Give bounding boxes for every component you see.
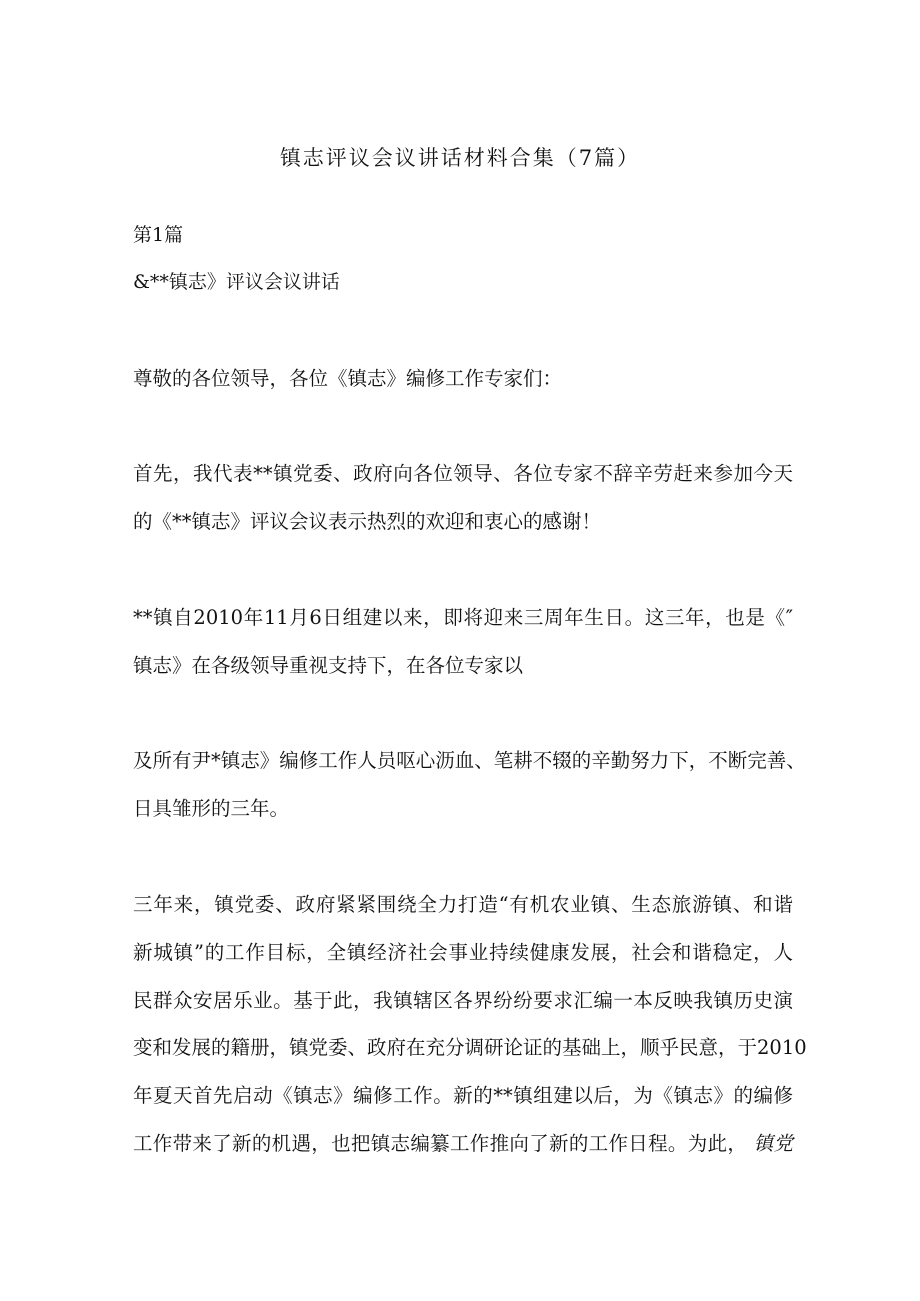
section-label: 第1篇: [133, 224, 184, 246]
paragraph-4-line-2: 新城镇”的工作目标，全镇经济社会事业持续健康发展，社会和谐稳定，人: [133, 941, 793, 964]
paragraph-4-line-4: 变和发展的籍册，镇党委、政府在充分调研论证的基础上，顺乎民意，于2010: [133, 1036, 807, 1059]
paragraph-3-line-2: 日具雏形的三年。: [133, 797, 290, 820]
paragraph-4-line-6-main: 工作带来了新的机遇，也把镇志编纂工作推向了新的工作日程。为此，: [133, 1132, 748, 1155]
paragraph-4-line-3: 民群众安居乐业。基于此，我镇辖区各界纷纷要求汇编一本反映我镇历史演: [133, 989, 793, 1012]
paragraph-4-line-1: 三年来，镇党委、政府紧紧围绕全力打造“有机农业镇、生态旅游镇、和谐: [133, 893, 793, 916]
paragraph-3-line-1: 及所有尹*镇志》编修工作人员呕心沥血、笔耕不辍的辛勤努力下，不断完善、: [133, 749, 806, 772]
paragraph-1-line-1: 首先，我代表**镇党委、政府向各位领导、各位专家不辞辛劳赶来参加今天: [133, 462, 793, 485]
paragraph-2-line-1: **镇自2010年11月6日组建以来，即将迎来三周年生日。这三年，也是《″: [133, 606, 793, 629]
document-title: 镇志评议会议讲话材料合集（7篇）: [279, 146, 641, 170]
speech-title: &**镇志》评议会议讲话: [133, 271, 340, 293]
paragraph-2-line-2: 镇志》在各级领导重视支持下，在各位专家以: [133, 654, 524, 677]
paragraph-4-line-6-tail: 镇党: [753, 1132, 793, 1155]
salutation-text: 尊敬的各位领导，各位《镇志》编修工作专家们：: [133, 367, 563, 390]
paragraph-1-line-2: 的《**镇志》评议会议表示热烈的欢迎和衷心的感谢！: [133, 510, 602, 533]
paragraph-4-line-5: 年夏天首先启动《镇志》编修工作。新的**镇组建以后，为《镇志》的编修: [133, 1084, 793, 1107]
paragraph-4-line-6: [133, 1129, 793, 1159]
